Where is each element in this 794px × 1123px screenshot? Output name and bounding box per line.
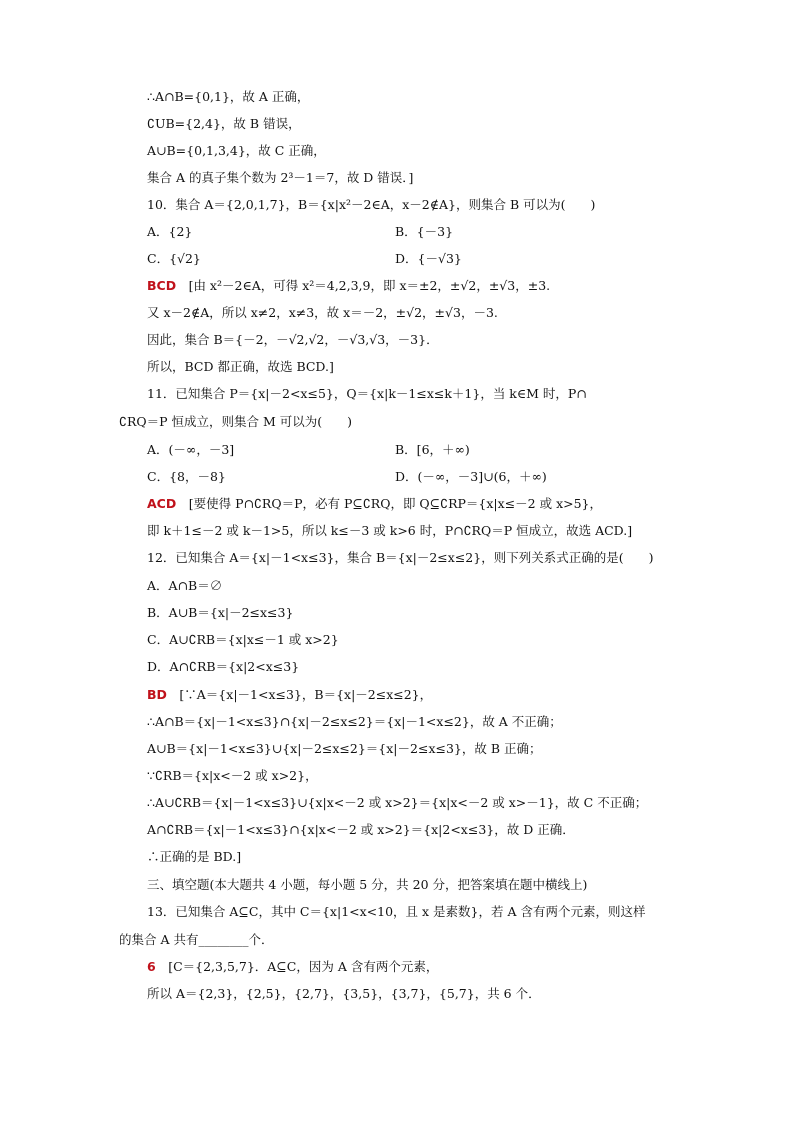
line-text: 11．已知集合 P＝{x|－2<x≤5}，Q＝{x|k－1≤x≤k＋1}，当 k∈M 时，P∩ [147, 386, 587, 401]
line-text: D．{－√3} [395, 251, 462, 266]
answer-key: ACD [147, 496, 177, 511]
text-line [147, 795, 647, 811]
line-text: A．A∩B＝∅ [147, 578, 223, 593]
text-line [147, 143, 326, 159]
line-text: 所以 A＝{2,3}，{2,5}，{2,7}，{3,5}，{3,7}，{5,7}，共 6 个． [147, 986, 541, 1001]
text-line [147, 359, 334, 375]
text-line [147, 116, 301, 132]
text-line [119, 414, 352, 430]
text-line [147, 170, 413, 186]
answer-key: 6 [147, 959, 156, 974]
text-line [147, 386, 587, 402]
text-line [147, 659, 299, 675]
line-text: B．A∪B＝{x|－2≤x≤3} [147, 605, 294, 620]
line-text: C．A∪∁RB＝{x|x≤－1 或 x>2} [147, 632, 339, 647]
line-text: ∴A∩B＝{x|－1<x≤3}∩{x|－2≤x≤2}＝{x|－1<x≤2}，故 A 不正确； [147, 714, 562, 729]
text-line [119, 932, 273, 948]
text-line [147, 849, 241, 865]
text-line [147, 578, 222, 594]
line-text: D．(－∞，－3]∪(6，＋∞) [395, 469, 547, 484]
text-line [147, 197, 595, 213]
line-text: 集合 A 的真子集个数为 2³－1＝7，故 D 错误．] [147, 170, 414, 185]
line-text: 13．已知集合 A⊆C，其中 C＝{x|1<x<10，且 x 是素数}，若 A 含有两个元素，则这样 [147, 904, 646, 919]
line-text: ∴正确的是 BD.] [147, 849, 242, 864]
line-text: ∴A∪∁RB＝{x|－1<x≤3}∪{x|x<－2 或 x>2}＝{x|x<－2 或 x>－1}，故 C 不正确； [147, 795, 648, 810]
text-line [147, 904, 645, 920]
line-text: 12．已知集合 A＝{x|－1<x≤3}，集合 B＝{x|－2≤x≤2}，则下列关系式正确的是( ) [147, 550, 654, 565]
line-text: B．[6，＋∞) [395, 442, 470, 457]
line-text: ∴A∩B={0,1}，故 A 正确， [147, 89, 310, 104]
line-text: C．{8，－8} [147, 469, 226, 484]
line-text: [∵A＝{x|－1<x≤3}，B＝{x|－2≤x≤2}， [166, 687, 433, 702]
text-line [147, 550, 653, 566]
line-text: [由 x²－2∈A，可得 x²＝4,2,3,9，即 x＝±2，±√2，±√3，±3. [176, 278, 551, 293]
line-text: 的集合 A 共有________个． [119, 932, 274, 947]
line-text: C．{√2} [147, 251, 201, 266]
line-text: 即 k＋1≤－2 或 k－1>5，所以 k≤－3 或 k>6 时，P∩∁RQ＝P 恒成立，故选 ACD.] [147, 523, 633, 538]
line-text: A．{2} [147, 224, 193, 239]
text-line [147, 822, 575, 838]
text-line [147, 741, 542, 757]
text-line [147, 305, 498, 321]
text-line [147, 469, 226, 485]
text-line [147, 523, 632, 539]
text-line [147, 278, 550, 294]
text-line [147, 877, 587, 893]
text-line [147, 224, 192, 240]
answer-key: BCD [147, 278, 177, 293]
line-text: ∁UB={2,4}，故 B 错误， [147, 116, 301, 131]
line-text: 又 x－2∉A，所以 x≠2，x≠3，故 x＝－2，±√2，±√3，－3. [147, 305, 498, 320]
line-text: 10．集合 A＝{2,0,1,7}，B＝{x|x²－2∈A，x－2∉A}，则集合 B 可以为( ) [147, 197, 596, 212]
text-line [147, 632, 339, 648]
line-text: ∵∁RB＝{x|x<－2 或 x>2}， [147, 768, 318, 783]
text-line [147, 89, 309, 105]
text-line [147, 496, 602, 512]
text-line [147, 714, 562, 730]
line-text: 因此，集合 B＝{－2，－√2,√2，－√3,√3，－3}． [147, 332, 439, 347]
line-text: ∁RQ＝P 恒成立，则集合 M 可以为( ) [119, 414, 352, 429]
text-line [395, 224, 453, 240]
line-text: A∪B={0,1,3,4}，故 C 正确， [147, 143, 326, 158]
text-line [147, 959, 438, 975]
line-text: A．(－∞，－3] [147, 442, 235, 457]
text-line [147, 442, 234, 458]
line-text: A∪B＝{x|－1<x≤3}∪{x|－2≤x≤2}＝{x|－2≤x≤3}，故 B 正确； [147, 741, 542, 756]
text-line [395, 469, 547, 485]
text-line [147, 605, 293, 621]
line-text: 所以，BCD 都正确，故选 BCD.] [147, 359, 334, 374]
line-text: A∩∁RB＝{x|－1<x≤3}∩{x|x<－2 或 x>2}＝{x|2<x≤3}，故 D 正确． [147, 822, 575, 837]
text-line [395, 442, 470, 458]
text-line [147, 332, 439, 348]
text-line [147, 986, 541, 1002]
line-text: [要使得 P∩∁RQ＝P，必有 P⊆∁RQ，即 Q⊆∁RP＝{x|x≤－2 或 x>5}， [176, 496, 602, 511]
line-text: 三、填空题(本大题共 4 小题，每小题 5 分，共 20 分，把答案填在题中横线上) [147, 877, 588, 892]
text-line [395, 251, 462, 267]
text-line [147, 251, 201, 267]
line-text: D．A∩∁RB＝{x|2<x≤3} [147, 659, 300, 674]
text-line [147, 768, 318, 784]
text-line [147, 687, 432, 703]
line-text: [C＝{2,3,5,7}．A⊆C，因为 A 含有两个元素， [155, 959, 439, 974]
answer-key: BD [147, 687, 167, 702]
line-text: B．{－3} [395, 224, 454, 239]
